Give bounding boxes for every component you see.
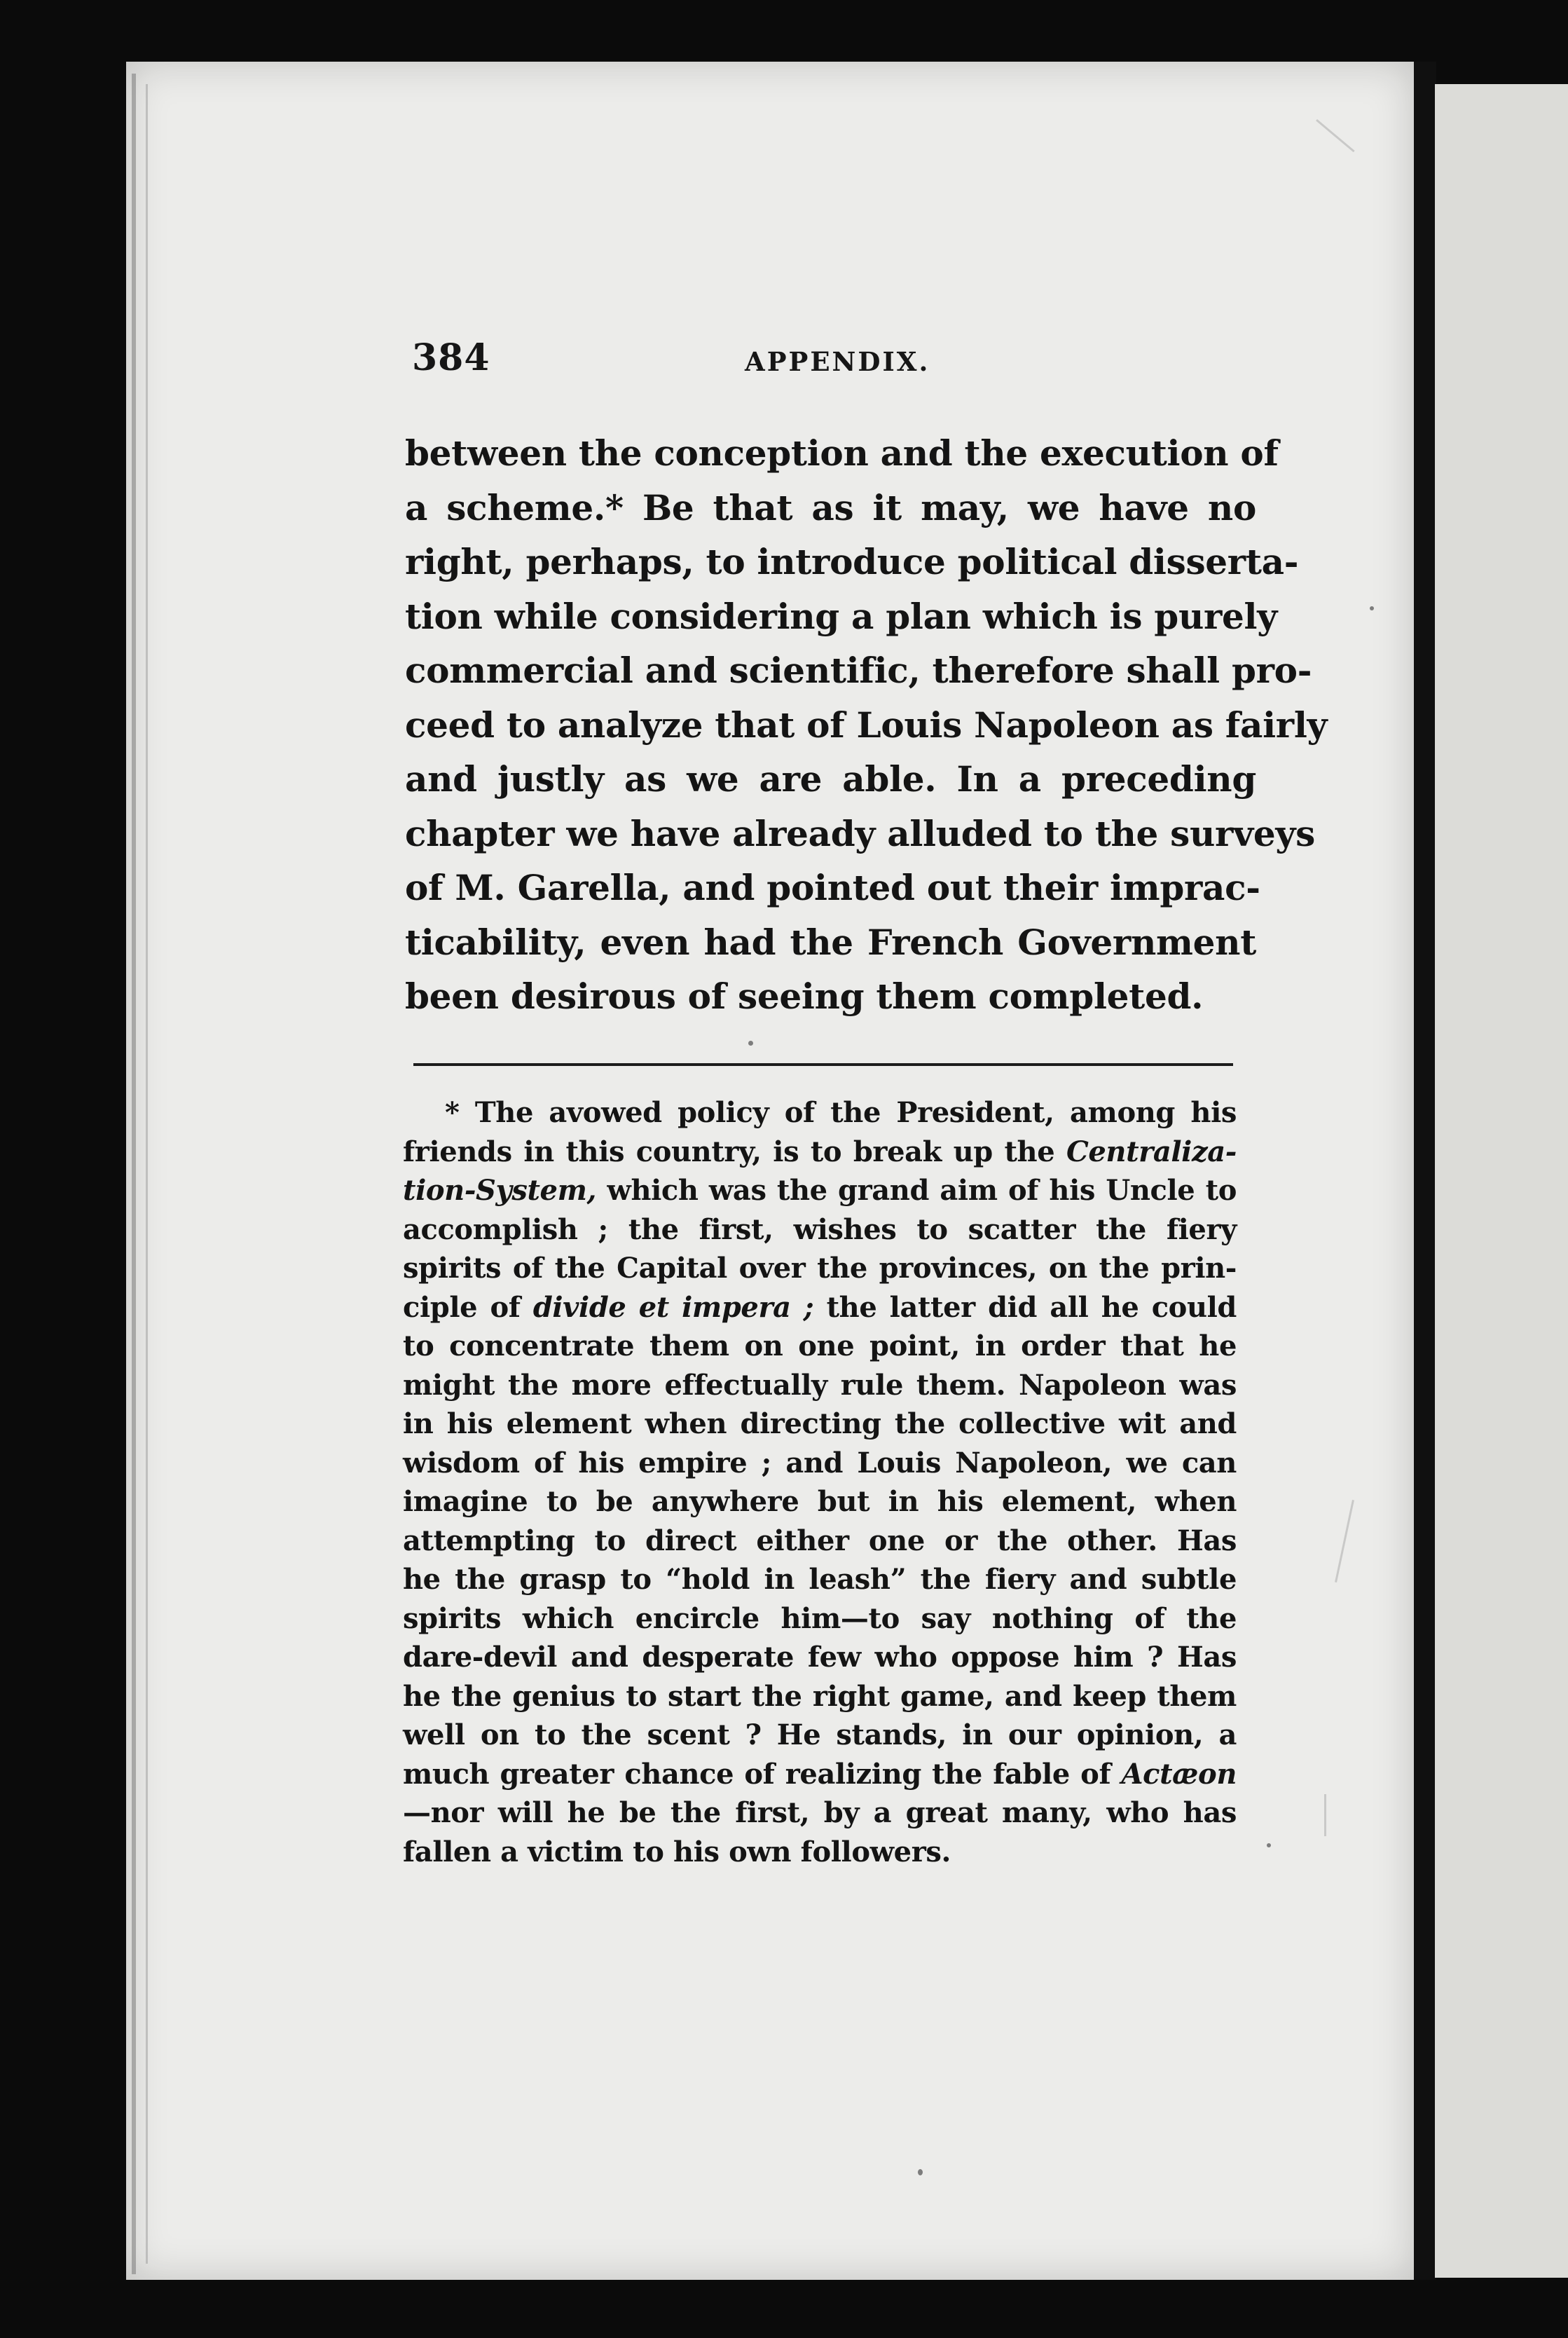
footnote-text: much greater chance of realizing the fable of	[403, 1757, 1111, 1791]
body-line: right, perhaps, to introduce political disserta-	[405, 541, 1299, 582]
page-binding-edge	[132, 74, 136, 2274]
footnote-line: accomplish ; the first, wishes to scatter the fiery	[403, 1212, 1237, 1246]
scan-speck	[918, 2169, 923, 2175]
footnote-line	[403, 1288, 1237, 1327]
scan-artifact	[1324, 1794, 1326, 1836]
footnote-divider	[413, 1063, 1233, 1066]
footnote	[403, 1093, 1237, 1871]
body-line: a scheme.* Be that as it may, we have no	[405, 486, 1256, 528]
body-line: chapter we have already alluded to the surveys	[405, 812, 1315, 854]
footnote-italic: tion-System,	[403, 1174, 597, 1207]
footnote-line: he the genius to start the right game, and keep them	[403, 1679, 1237, 1713]
footnote-line: —nor will he be the first, by a great many, who has	[403, 1796, 1237, 1829]
footnote-line: imagine to be anywhere but in his element, when	[403, 1485, 1237, 1518]
footnote-italic: Actæon	[1121, 1757, 1237, 1791]
footnote-line: might the more effectually rule them. Napoleon was	[403, 1368, 1237, 1402]
footnote-line: he the grasp to “hold in leash” the fiery and subtle	[403, 1563, 1237, 1596]
footnote-line	[403, 1133, 1237, 1172]
footnote-italic: Centraliza-	[1066, 1135, 1237, 1168]
footnote-line: in his element when directing the collective wit and	[403, 1407, 1237, 1440]
scan-border-bottom	[0, 2280, 1568, 2338]
body-paragraph	[405, 426, 1328, 1024]
page-header	[412, 336, 1253, 399]
footnote-line: attempting to direct either one or the other. Has	[403, 1524, 1237, 1557]
body-line: tion while considering a plan which is purely	[405, 595, 1277, 637]
page-number: 384	[412, 336, 490, 379]
body-line: been desirous of seeing them completed.	[405, 976, 1204, 1017]
footnote-italic: divide et impera ;	[532, 1290, 814, 1324]
footnote-text: which was the grand aim of his Uncle to	[607, 1174, 1237, 1207]
body-line: of M. Garella, and pointed out their imprac-	[405, 867, 1260, 908]
footnote-text: the latter did all he could	[826, 1290, 1237, 1324]
scan-speck	[1370, 606, 1374, 610]
footnote-line: spirits of the Capital over the provinces, on the prin-	[403, 1252, 1237, 1285]
footnote-line: well on to the scent ? He stands, in our opinion, a	[403, 1718, 1237, 1751]
body-line: and justly as we are able. In a preceding	[405, 758, 1256, 800]
footnote-line: fallen a victim to his own followers.	[403, 1835, 951, 1868]
running-head: APPENDIX.	[745, 346, 930, 377]
footnote-line: spirits which encircle him—to say nothing of the	[403, 1601, 1237, 1635]
footnote-line	[403, 1171, 1237, 1210]
adjacent-page-edge	[1435, 84, 1568, 2278]
footnote-text: ciple of	[403, 1290, 521, 1324]
page-gutter	[1414, 62, 1436, 2316]
footnote-line	[403, 1755, 1237, 1794]
body-line: between the conception and the execution of	[405, 432, 1279, 474]
scan-speck	[1267, 1843, 1271, 1847]
scan-speck	[748, 1041, 753, 1046]
footnote-line: * The avowed policy of the President, among his	[445, 1096, 1237, 1129]
footnote-line: dare-devil and desperate few who oppose him ? Has	[403, 1641, 1237, 1674]
body-line: ceed to analyze that of Louis Napoleon as fairly	[405, 704, 1328, 746]
footnote-line: to concentrate them on one point, in order that he	[403, 1329, 1237, 1362]
footnote-line: wisdom of his empire ; and Louis Napoleon, we can	[403, 1446, 1237, 1479]
footnote-text: friends in this country, is to break up the	[403, 1135, 1055, 1168]
body-line: commercial and scientific, therefore shall pro-	[405, 650, 1312, 691]
page-binding-edge-inner	[146, 84, 148, 2264]
body-line: ticability, even had the French Government	[405, 921, 1256, 963]
